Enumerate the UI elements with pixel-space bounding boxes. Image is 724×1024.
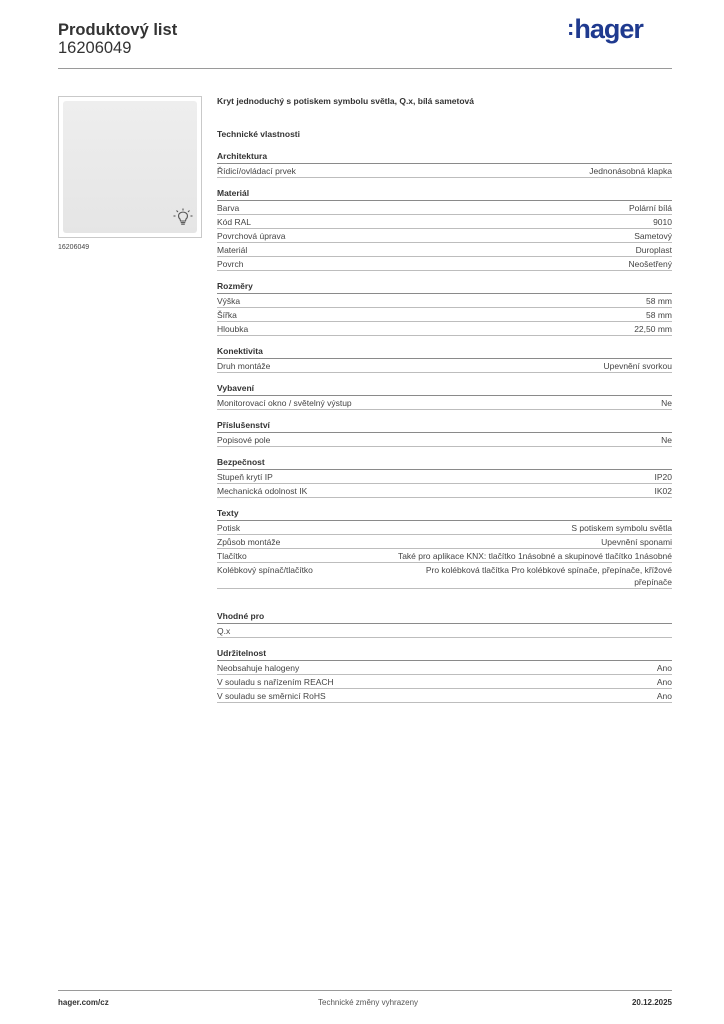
page-title: Produktový list — [58, 21, 178, 39]
spec-label: Výška — [217, 296, 241, 306]
spec-label: Popisové pole — [217, 435, 271, 445]
spec-section — [217, 507, 672, 589]
spec-section — [217, 419, 672, 447]
spec-label: Monitorovací okno / světelný výstup — [217, 398, 352, 408]
footer-date: 20.12.2025 — [631, 998, 672, 1007]
product-number: 16206049 — [58, 39, 132, 57]
spec-value: 9010 — [653, 217, 672, 227]
spec-value: Sametový — [634, 231, 672, 241]
spec-section — [217, 610, 672, 638]
spec-label: V souladu s nařízením REACH — [217, 677, 334, 687]
spec-value: Polární bílá — [629, 203, 672, 213]
spec-row — [217, 433, 672, 447]
spec-label: Druh montáže — [217, 361, 271, 371]
spec-value: Upevnění sponami — [601, 537, 672, 547]
spec-section — [217, 647, 672, 703]
spec-row — [217, 624, 672, 638]
spec-row — [217, 294, 672, 308]
spec-label: Tlačítko — [217, 551, 247, 561]
spec-row — [217, 257, 672, 271]
spec-value: Duroplast — [635, 245, 672, 255]
section-title: Vhodné pro — [217, 610, 672, 624]
section-title: Bezpečnost — [217, 456, 672, 470]
spec-row — [217, 164, 672, 178]
spec-value: IK02 — [654, 486, 672, 496]
spec-label: Barva — [217, 203, 240, 213]
logo-text: hager — [574, 14, 643, 44]
spec-row — [217, 308, 672, 322]
tech-properties-heading: Technické vlastnosti — [217, 129, 300, 139]
spec-value: Ano — [656, 691, 672, 701]
spec-label: Hloubka — [217, 324, 249, 334]
section-title: Rozměry — [217, 280, 672, 294]
spec-value: Jednonásobná klapka — [589, 166, 672, 176]
spec-label: Kolébkový spínač/tlačítko — [217, 565, 313, 575]
section-title: Příslušenství — [217, 419, 672, 433]
spec-row — [217, 201, 672, 215]
spec-value: Ne — [661, 398, 672, 408]
spec-value: Pro kolébková tlačítka Pro kolébkové spínače, přepínače, křížové přepínače — [425, 565, 672, 587]
spec-label: Stupeň krytí IP — [217, 472, 273, 482]
spec-section — [217, 280, 672, 336]
spec-value: 58 mm — [646, 310, 672, 320]
spec-row — [217, 215, 672, 229]
spec-label: Materiál — [217, 245, 248, 255]
spec-section — [217, 187, 672, 271]
footer-website: hager.com/cz — [58, 998, 109, 1007]
footer-notice: Technické změny vyhrazeny — [318, 998, 419, 1007]
spec-section — [217, 382, 672, 410]
spec-row — [217, 535, 672, 549]
spec-label: Řídicí/ovládací prvek — [217, 166, 296, 176]
spec-sections — [217, 150, 672, 703]
spec-value: S potiskem symbolu světla — [571, 523, 672, 533]
spec-section — [217, 150, 672, 178]
spec-label: Mechanická odolnost IK — [217, 486, 308, 496]
spec-label: Způsob montáže — [217, 537, 281, 547]
spec-row — [217, 243, 672, 257]
spec-row — [217, 661, 672, 675]
spec-row — [217, 359, 672, 373]
spec-label: Šířka — [217, 310, 237, 320]
section-title: Konektivita — [217, 345, 672, 359]
spec-row — [217, 549, 672, 563]
spec-label: V souladu se směrnicí RoHS — [217, 691, 326, 701]
spec-row — [217, 521, 672, 535]
spec-section — [217, 456, 672, 498]
spec-value: Ano — [656, 677, 672, 687]
spec-value: 22,50 mm — [634, 324, 672, 334]
spec-label: Kód RAL — [217, 217, 252, 227]
spec-value: Také pro aplikace KNX: tlačítko 1násobné a skupinové tlačítko 1násobné — [397, 551, 672, 561]
light-bulb-icon — [172, 208, 194, 228]
spec-row — [217, 229, 672, 243]
image-caption: 16206049 — [58, 244, 90, 251]
hager-logo — [567, 14, 643, 45]
spec-content — [217, 93, 672, 712]
spec-label: Potisk — [217, 523, 241, 533]
section-title: Udržitelnost — [217, 647, 672, 661]
product-image — [58, 96, 202, 238]
spec-label: Povrch — [217, 259, 244, 269]
section-title: Texty — [217, 507, 672, 521]
spec-value: Upevnění svorkou — [603, 361, 672, 371]
section-title: Architektura — [217, 150, 672, 164]
section-title: Materiál — [217, 187, 672, 201]
spec-value: IP20 — [654, 472, 672, 482]
spec-value: 58 mm — [646, 296, 672, 306]
footer-divider — [58, 990, 672, 991]
spec-row — [217, 563, 672, 589]
spec-row — [217, 675, 672, 689]
spec-value: Ne — [661, 435, 672, 445]
spec-value: Ano — [656, 663, 672, 673]
header-divider — [58, 68, 672, 69]
spec-row — [217, 322, 672, 336]
spec-label: Povrchová úprava — [217, 231, 286, 241]
product-title: Kryt jednoduchý s potiskem symbolu světla, Q.x, bílá sametová — [217, 96, 474, 106]
spec-label: Q.x — [217, 626, 231, 636]
spec-value: Neošetřený — [628, 259, 672, 269]
spec-row — [217, 689, 672, 703]
spec-row — [217, 396, 672, 410]
section-title: Vybavení — [217, 382, 672, 396]
spec-section — [217, 345, 672, 373]
logo-colon: : — [567, 15, 574, 40]
spec-row — [217, 470, 672, 484]
spec-row — [217, 484, 672, 498]
spec-label: Neobsahuje halogeny — [217, 663, 300, 673]
